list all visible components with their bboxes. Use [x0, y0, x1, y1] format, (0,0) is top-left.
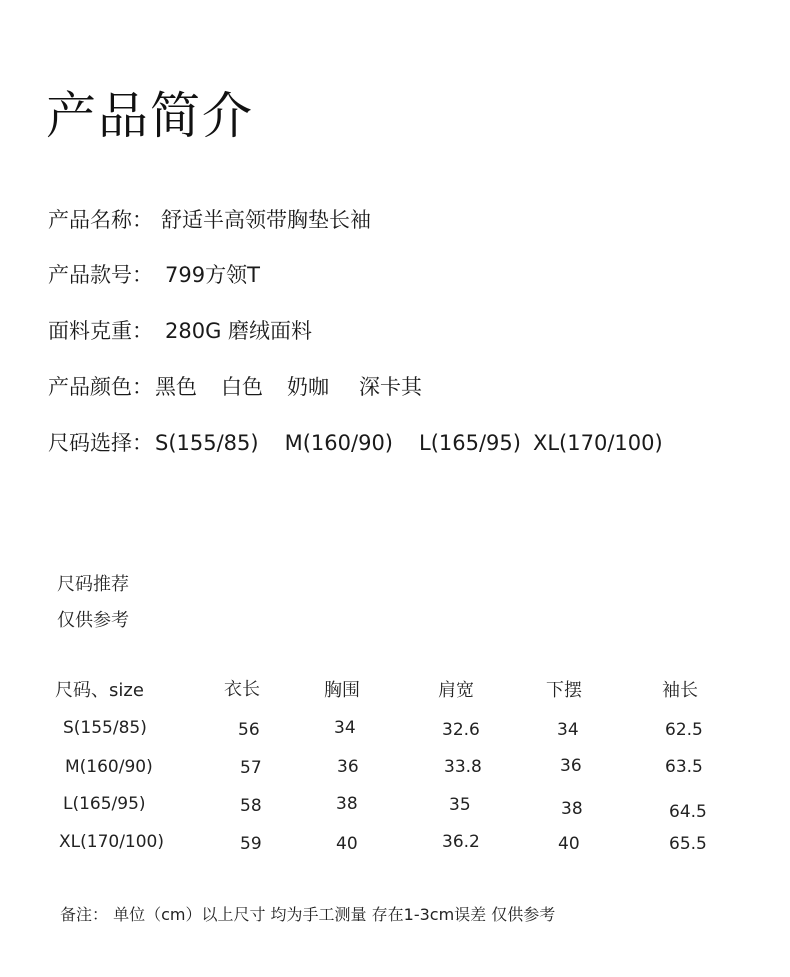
- info-row-fabric: [48, 315, 312, 345]
- table-header: 衣长: [224, 679, 260, 700]
- table-cell: L(165/95): [63, 794, 146, 814]
- color-option: 白色: [221, 375, 263, 399]
- table-header: 肩宽: [438, 680, 474, 701]
- info-label: 产品颜色：: [48, 375, 153, 399]
- table-header: 尺码、size: [55, 680, 144, 701]
- info-row-model: [48, 259, 260, 289]
- table-cell: 58: [240, 796, 262, 816]
- table-cell: 63.5: [665, 757, 703, 777]
- table-cell: 64.5: [669, 802, 707, 822]
- info-value-colors: [155, 371, 446, 401]
- info-label: 尺码选择：: [48, 431, 153, 455]
- table-cell: XL(170/100): [59, 832, 165, 852]
- color-option: 奶咖: [287, 375, 329, 399]
- info-value: 舒适半高领带胸垫长袖: [161, 208, 371, 232]
- table-cell: 36.2: [442, 832, 480, 852]
- table-cell: 34: [334, 718, 356, 738]
- table-cell: 34: [557, 720, 579, 740]
- size-option: XL(170/100): [532, 431, 663, 455]
- table-cell: 36: [560, 756, 582, 776]
- info-value: 280G 磨绒面料: [165, 319, 313, 343]
- table-cell: 65.5: [669, 834, 707, 854]
- info-value-sizes: [155, 431, 689, 455]
- table-cell: 40: [336, 834, 358, 854]
- info-value: 799方领T: [165, 263, 260, 287]
- table-cell: 32.6: [442, 720, 480, 740]
- table-cell: 38: [336, 794, 358, 814]
- table-cell: M(160/90): [65, 757, 153, 777]
- table-cell: 33.8: [444, 757, 482, 777]
- color-option: 深卡其: [359, 375, 422, 399]
- info-label: 产品名称：: [48, 208, 153, 232]
- table-cell: 40: [558, 834, 580, 854]
- page-title: 产品简介: [46, 87, 254, 145]
- table-cell: 56: [238, 720, 260, 740]
- table-cell: 35: [449, 795, 471, 815]
- table-cell: 38: [561, 799, 583, 819]
- size-option: S(155/85): [155, 431, 259, 455]
- footnote: 备注： 单位（cm）以上尺寸 均为手工测量 存在1-3cm误差 仅供参考: [60, 905, 556, 924]
- table-header: 袖长: [662, 680, 698, 701]
- info-row-colors: [48, 371, 446, 401]
- table-header: 胸围: [324, 680, 360, 701]
- table-cell: 36: [337, 757, 359, 777]
- size-option: L(165/95): [419, 431, 521, 455]
- info-label: 面料克重：: [48, 319, 153, 343]
- table-cell: 59: [240, 834, 262, 854]
- recommend-line-1: 尺码推荐: [57, 574, 129, 595]
- recommend-line-2: 仅供参考: [57, 610, 129, 631]
- info-label: 产品款号：: [48, 263, 153, 287]
- table-cell: 57: [240, 758, 262, 778]
- info-row-name: [48, 204, 371, 234]
- info-row-sizes: [48, 427, 689, 457]
- table-cell: S(155/85): [63, 718, 147, 738]
- size-option: M(160/90): [284, 431, 393, 455]
- color-option: 黑色: [155, 375, 197, 399]
- table-header: 下摆: [546, 680, 582, 701]
- table-cell: 62.5: [665, 720, 703, 740]
